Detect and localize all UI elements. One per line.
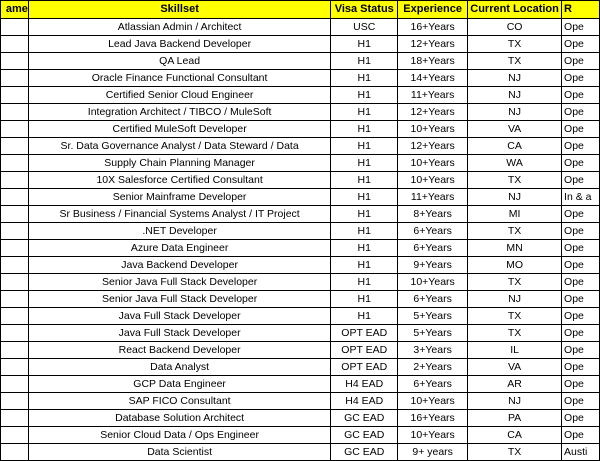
header-row: [1, 1, 600, 19]
cell-current-location[interactable]: CA: [468, 138, 562, 155]
table-row: [1, 138, 600, 155]
cell-skillset[interactable]: 10X Salesforce Certified Consultant: [28, 172, 330, 189]
header-current-location[interactable]: Current Location: [468, 1, 562, 19]
table-row: [1, 274, 600, 291]
cell-current-location[interactable]: VA: [468, 359, 562, 376]
header-name[interactable]: ame: [1, 1, 29, 19]
table-row: [1, 342, 600, 359]
cell-experience[interactable]: 6+Years: [398, 291, 468, 308]
cell-relocation[interactable]: Ope: [562, 274, 600, 291]
cell-visa-status[interactable]: H1: [331, 172, 398, 189]
cell-skillset[interactable]: QA Lead: [28, 53, 330, 70]
cell-skillset[interactable]: Supply Chain Planning Manager: [28, 155, 330, 172]
cell-experience[interactable]: 9+ years: [398, 444, 468, 461]
cell-relocation[interactable]: Ope: [562, 257, 600, 274]
cell-visa-status[interactable]: H1: [331, 87, 398, 104]
cell-name[interactable]: [1, 274, 29, 291]
cell-name[interactable]: [1, 308, 29, 325]
cell-relocation[interactable]: Ope: [562, 206, 600, 223]
cell-name[interactable]: [1, 172, 29, 189]
table-row: [1, 223, 600, 240]
cell-relocation[interactable]: Ope: [562, 19, 600, 36]
header-skillset[interactable]: Skillset: [28, 1, 330, 19]
cell-current-location[interactable]: AR: [468, 376, 562, 393]
cell-skillset[interactable]: Integration Architect / TIBCO / MuleSoft: [28, 104, 330, 121]
cell-visa-status[interactable]: H1: [331, 206, 398, 223]
cell-skillset[interactable]: Senior Cloud Data / Ops Engineer: [28, 427, 330, 444]
cell-experience[interactable]: 5+Years: [398, 308, 468, 325]
cell-relocation[interactable]: Ope: [562, 70, 600, 87]
cell-current-location[interactable]: MN: [468, 240, 562, 257]
cell-relocation[interactable]: Ope: [562, 410, 600, 427]
cell-visa-status[interactable]: H1: [331, 104, 398, 121]
cell-skillset[interactable]: React Backend Developer: [28, 342, 330, 359]
cell-current-location[interactable]: VA: [468, 121, 562, 138]
table-row: [1, 393, 600, 410]
cell-visa-status[interactable]: H1: [331, 121, 398, 138]
cell-experience[interactable]: 16+Years: [398, 410, 468, 427]
cell-name[interactable]: [1, 427, 29, 444]
cell-skillset[interactable]: Java Full Stack Developer: [28, 325, 330, 342]
cell-relocation[interactable]: Ope: [562, 223, 600, 240]
cell-skillset[interactable]: Sr. Data Governance Analyst / Data Steward / Data: [28, 138, 330, 155]
cell-skillset[interactable]: Data Analyst: [28, 359, 330, 376]
cell-relocation[interactable]: Ope: [562, 172, 600, 189]
cell-current-location[interactable]: NJ: [468, 291, 562, 308]
cell-current-location[interactable]: TX: [468, 325, 562, 342]
cell-name[interactable]: [1, 19, 29, 36]
cell-current-location[interactable]: NJ: [468, 189, 562, 206]
cell-skillset[interactable]: .NET Developer: [28, 223, 330, 240]
cell-relocation[interactable]: Ope: [562, 53, 600, 70]
cell-visa-status[interactable]: H4 EAD: [331, 393, 398, 410]
cell-visa-status[interactable]: H1: [331, 53, 398, 70]
cell-skillset[interactable]: GCP Data Engineer: [28, 376, 330, 393]
cell-current-location[interactable]: TX: [468, 308, 562, 325]
cell-visa-status[interactable]: H1: [331, 308, 398, 325]
cell-visa-status[interactable]: GC EAD: [331, 427, 398, 444]
table-row: [1, 240, 600, 257]
cell-visa-status[interactable]: OPT EAD: [331, 359, 398, 376]
table-row: [1, 189, 600, 206]
table-row: [1, 444, 600, 461]
cell-relocation[interactable]: Austi: [562, 444, 600, 461]
cell-skillset[interactable]: Sr Business / Financial Systems Analyst / IT Project: [28, 206, 330, 223]
cell-skillset[interactable]: Data Scientist: [28, 444, 330, 461]
cell-current-location[interactable]: TX: [468, 274, 562, 291]
cell-visa-status[interactable]: H1: [331, 36, 398, 53]
cell-relocation[interactable]: Ope: [562, 87, 600, 104]
cell-experience[interactable]: 8+Years: [398, 206, 468, 223]
cell-experience[interactable]: 10+Years: [398, 427, 468, 444]
cell-visa-status[interactable]: GC EAD: [331, 444, 398, 461]
table-row: [1, 87, 600, 104]
table-row: [1, 121, 600, 138]
table-row: [1, 410, 600, 427]
cell-experience[interactable]: 14+Years: [398, 70, 468, 87]
cell-visa-status[interactable]: H4 EAD: [331, 376, 398, 393]
cell-visa-status[interactable]: H1: [331, 155, 398, 172]
cell-name[interactable]: [1, 206, 29, 223]
cell-name[interactable]: [1, 376, 29, 393]
cell-experience[interactable]: 2+Years: [398, 359, 468, 376]
cell-name[interactable]: [1, 104, 29, 121]
table-row: [1, 359, 600, 376]
cell-relocation[interactable]: Ope: [562, 308, 600, 325]
cell-skillset[interactable]: Senior Java Full Stack Developer: [28, 291, 330, 308]
table-row: [1, 427, 600, 444]
cell-experience[interactable]: 12+Years: [398, 138, 468, 155]
cell-experience[interactable]: 11+Years: [398, 87, 468, 104]
cell-experience[interactable]: 12+Years: [398, 36, 468, 53]
cell-current-location[interactable]: MO: [468, 257, 562, 274]
cell-visa-status[interactable]: H1: [331, 189, 398, 206]
cell-current-location[interactable]: TX: [468, 223, 562, 240]
cell-experience[interactable]: 6+Years: [398, 223, 468, 240]
cell-name[interactable]: [1, 70, 29, 87]
cell-skillset[interactable]: Senior Java Full Stack Developer: [28, 274, 330, 291]
table-row: [1, 53, 600, 70]
cell-visa-status[interactable]: H1: [331, 70, 398, 87]
cell-visa-status[interactable]: H1: [331, 138, 398, 155]
header-relocation[interactable]: R: [562, 1, 600, 19]
cell-current-location[interactable]: MI: [468, 206, 562, 223]
cell-relocation[interactable]: Ope: [562, 342, 600, 359]
cell-skillset[interactable]: Oracle Finance Functional Consultant: [28, 70, 330, 87]
cell-skillset[interactable]: Lead Java Backend Developer: [28, 36, 330, 53]
cell-experience[interactable]: 11+Years: [398, 189, 468, 206]
table-body: [1, 19, 600, 461]
cell-name[interactable]: [1, 155, 29, 172]
cell-experience[interactable]: 10+Years: [398, 393, 468, 410]
cell-current-location[interactable]: NJ: [468, 70, 562, 87]
cell-current-location[interactable]: IL: [468, 342, 562, 359]
cell-experience[interactable]: 10+Years: [398, 121, 468, 138]
cell-experience[interactable]: 3+Years: [398, 342, 468, 359]
cell-skillset[interactable]: Atlassian Admin / Architect: [28, 19, 330, 36]
cell-experience[interactable]: 9+Years: [398, 257, 468, 274]
cell-relocation[interactable]: Ope: [562, 240, 600, 257]
cell-visa-status[interactable]: H1: [331, 291, 398, 308]
cell-current-location[interactable]: NJ: [468, 104, 562, 121]
cell-visa-status[interactable]: OPT EAD: [331, 325, 398, 342]
table-row: [1, 104, 600, 121]
cell-relocation[interactable]: Ope: [562, 427, 600, 444]
table-row: [1, 155, 600, 172]
cell-current-location[interactable]: TX: [468, 53, 562, 70]
cell-visa-status[interactable]: USC: [331, 19, 398, 36]
table-row: [1, 36, 600, 53]
cell-current-location[interactable]: TX: [468, 36, 562, 53]
cell-relocation[interactable]: Ope: [562, 138, 600, 155]
cell-name[interactable]: [1, 444, 29, 461]
cell-experience[interactable]: 10+Years: [398, 274, 468, 291]
header-visa-status[interactable]: Visa Status: [331, 1, 398, 19]
cell-skillset[interactable]: SAP FICO Consultant: [28, 393, 330, 410]
cell-visa-status[interactable]: H1: [331, 257, 398, 274]
table-row: [1, 291, 600, 308]
cell-current-location[interactable]: NJ: [468, 393, 562, 410]
cell-name[interactable]: [1, 121, 29, 138]
cell-current-location[interactable]: CO: [468, 19, 562, 36]
cell-relocation[interactable]: Ope: [562, 325, 600, 342]
cell-name[interactable]: [1, 359, 29, 376]
cell-name[interactable]: [1, 257, 29, 274]
cell-experience[interactable]: 16+Years: [398, 19, 468, 36]
table-row: [1, 172, 600, 189]
cell-relocation[interactable]: Ope: [562, 36, 600, 53]
cell-relocation[interactable]: Ope: [562, 291, 600, 308]
cell-current-location[interactable]: NJ: [468, 87, 562, 104]
cell-relocation[interactable]: Ope: [562, 104, 600, 121]
cell-name[interactable]: [1, 291, 29, 308]
header-experience[interactable]: Experience: [398, 1, 468, 19]
table-row: [1, 325, 600, 342]
cell-name[interactable]: [1, 87, 29, 104]
cell-name[interactable]: [1, 36, 29, 53]
cell-skillset[interactable]: Java Full Stack Developer: [28, 308, 330, 325]
cell-name[interactable]: [1, 240, 29, 257]
cell-relocation[interactable]: Ope: [562, 359, 600, 376]
cell-name[interactable]: [1, 53, 29, 70]
cell-current-location[interactable]: PA: [468, 410, 562, 427]
cell-experience[interactable]: 18+Years: [398, 53, 468, 70]
cell-name[interactable]: [1, 393, 29, 410]
cell-name[interactable]: [1, 223, 29, 240]
cell-skillset[interactable]: Java Backend Developer: [28, 257, 330, 274]
cell-skillset[interactable]: Certified MuleSoft Developer: [28, 121, 330, 138]
cell-relocation[interactable]: Ope: [562, 121, 600, 138]
table-row: [1, 376, 600, 393]
cell-name[interactable]: [1, 410, 29, 427]
table-row: [1, 19, 600, 36]
cell-experience[interactable]: 6+Years: [398, 240, 468, 257]
cell-visa-status[interactable]: H1: [331, 240, 398, 257]
cell-visa-status[interactable]: OPT EAD: [331, 342, 398, 359]
cell-skillset[interactable]: Azure Data Engineer: [28, 240, 330, 257]
table-row: [1, 70, 600, 87]
cell-skillset[interactable]: Senior Mainframe Developer: [28, 189, 330, 206]
table-row: [1, 257, 600, 274]
cell-visa-status[interactable]: H1: [331, 274, 398, 291]
cell-relocation[interactable]: Ope: [562, 155, 600, 172]
cell-current-location[interactable]: TX: [468, 444, 562, 461]
cell-visa-status[interactable]: H1: [331, 223, 398, 240]
cell-relocation[interactable]: Ope: [562, 376, 600, 393]
cell-experience[interactable]: 5+Years: [398, 325, 468, 342]
cell-name[interactable]: [1, 342, 29, 359]
cell-name[interactable]: [1, 138, 29, 155]
cell-name[interactable]: [1, 325, 29, 342]
table-row: [1, 308, 600, 325]
cell-relocation[interactable]: In & a: [562, 189, 600, 206]
cell-relocation[interactable]: Ope: [562, 393, 600, 410]
table-row: [1, 206, 600, 223]
cell-experience[interactable]: 10+Years: [398, 172, 468, 189]
cell-experience[interactable]: 12+Years: [398, 104, 468, 121]
cell-current-location[interactable]: CA: [468, 427, 562, 444]
cell-experience[interactable]: 10+Years: [398, 155, 468, 172]
cell-experience[interactable]: 6+Years: [398, 376, 468, 393]
cell-skillset[interactable]: Database Solution Architect: [28, 410, 330, 427]
cell-skillset[interactable]: Certified Senior Cloud Engineer: [28, 87, 330, 104]
cell-visa-status[interactable]: GC EAD: [331, 410, 398, 427]
cell-current-location[interactable]: WA: [468, 155, 562, 172]
cell-current-location[interactable]: TX: [468, 172, 562, 189]
cell-name[interactable]: [1, 189, 29, 206]
